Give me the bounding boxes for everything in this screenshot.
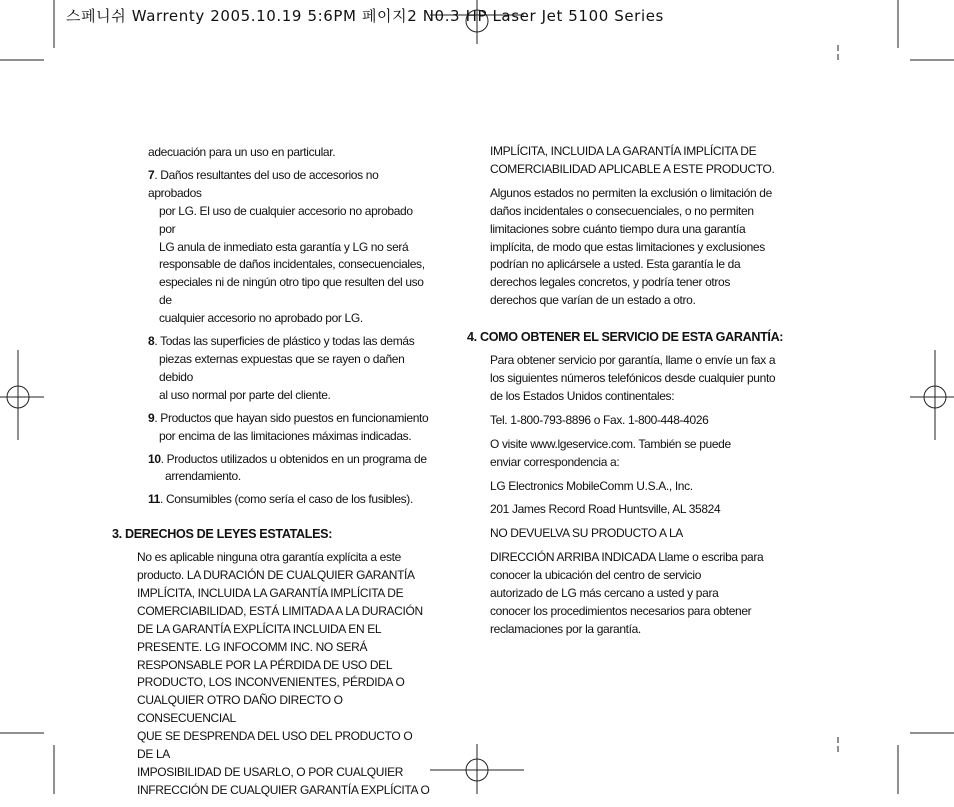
exclusion-list [112, 167, 430, 509]
continuation-line: adecuación para un uso en particular. [148, 145, 336, 159]
item-text-line: responsable de daños incidentales, consecuenciales, [159, 257, 425, 272]
phone-fax: Tel. 1-800-793-8896 o Fax. 1-800-448-4026 [490, 412, 709, 427]
service-intro [467, 352, 789, 406]
list-item [112, 333, 430, 405]
item-text-line: piezas externas expuestas que se rayen o dañen debido [159, 351, 405, 384]
item-number: 11 [148, 492, 160, 507]
item-text-line: por LG. El uso de cualquier accesorio no aprobado por [159, 203, 413, 236]
section-3-line: INFRECCIÓN DE CUALQUIER GARANTÍA EXPLÍCITA O [137, 782, 430, 797]
list-item [112, 410, 430, 446]
item-text: . Daños resultantes del uso de accesorios no aprobados [148, 167, 379, 200]
state-laws-line: derechos que varían de un estado a otro. [490, 293, 696, 308]
right-column [467, 143, 789, 645]
continued-line: IMPLÍCITA, INCLUIDA LA GARANTÍA IMPLÍCITA DE [490, 144, 757, 158]
list-item [112, 451, 430, 487]
section-3-line: producto. LA DURACIÓN DE CUALQUIER GARANTÍA [137, 568, 415, 583]
direction-line: reclamaciones por la garantía. [490, 621, 641, 636]
state-laws-line: Algunos estados no permiten la exclusión o limitación de [490, 185, 772, 200]
print-header: 스페니쉬 Warrenty 2005.10.19 5:6PM 페이지2 N0.3 HP Laser Jet 5100 Series [66, 7, 664, 25]
section-3-line: RESPONSABLE POR LA PÉRDIDA DE USO DEL [137, 657, 393, 672]
item-number: 7 [148, 167, 155, 182]
no-return-line: NO DEVUELVA SU PRODUCTO A LA [490, 526, 683, 541]
item-number: 10 [148, 451, 161, 466]
section-3-line: DE LA GARANTÍA EXPLÍCITA INCLUIDA EN EL [137, 621, 382, 636]
section-3-body [112, 549, 430, 800]
section-3-heading: 3. DERECHOS DE LEYES ESTATALES: [112, 527, 333, 542]
section-3-line: PRODUCTO, LOS INCONVENIENTES, PÉRDIDA O [137, 675, 405, 690]
item-number: 9 [148, 410, 155, 425]
direction-line: conocer la ubicación del centro de servicio [490, 568, 702, 583]
item-text-line: por encima de las limitaciones máximas indicadas. [159, 428, 412, 443]
continued-paragraph [467, 143, 789, 179]
direction-line: DIRECCIÓN ARRIBA INDICADA Llame o escriba para [490, 550, 764, 565]
section-3-line: CUALQUIER OTRO DAÑO DIRECTO O CONSECUENCIAL [137, 693, 343, 726]
list-item [112, 167, 430, 328]
state-laws-line: daños incidentales o consecuenciales, o no permiten [490, 203, 754, 218]
company-name: LG Electronics MobileComm U.S.A., Inc. [490, 478, 693, 493]
service-intro-line: de los Estados Unidos continentales: [490, 388, 675, 403]
state-laws-line: limitaciones sobre cuánto tiempo dura una garantía [490, 221, 746, 236]
section-3-line: IMPLÍCITA, INCLUIDA LA GARANTÍA IMPLÍCITA DE [137, 585, 404, 600]
item-text-line: arrendamiento. [165, 469, 241, 484]
website-line: O visite www.lgeservice.com. También se puede [490, 436, 731, 451]
section-3-line: No es aplicable ninguna otra garantía explícita a este [137, 550, 401, 565]
section-3-line: COMERCIABILIDAD, ESTÁ LIMITADA A LA DURACIÓN [137, 603, 423, 618]
section-3-line: IMPOSIBILIDAD DE USARLO, O POR CUALQUIER [137, 765, 404, 779]
company-address: 201 James Record Road Huntsville, AL 35824 [490, 502, 721, 517]
state-laws-line: implícita, de modo que estas limitaciones y exclusiones [490, 239, 765, 254]
section-4-heading: 4. COMO OBTENER EL SERVICIO DE ESTA GARANTÍA: [467, 330, 784, 345]
item-text-line: cualquier accesorio no aprobado por LG. [159, 311, 363, 326]
item-text: . Todas las superficies de plástico y todas las demás [154, 334, 415, 349]
website-line: enviar correspondencia a: [490, 454, 620, 469]
state-laws-line: podrían no aplicársele a usted. Esta garantía le da [490, 257, 741, 272]
left-column [112, 144, 430, 807]
section-3-line: QUE SE DESPRENDA DEL USO DEL PRODUCTO O DE LA [137, 729, 413, 762]
item-text: . Productos utilizados u obtenidos en un programa de [160, 451, 427, 466]
website-text [467, 436, 789, 472]
state-laws-paragraph [467, 185, 789, 310]
item-text: . Consumibles (como sería el caso de los fusibles). [160, 492, 413, 507]
direction-paragraph [467, 549, 789, 639]
continued-line: COMERCIABILIDAD APLICABLE A ESTE PRODUCTO. [490, 161, 775, 176]
state-laws-line: derechos legales concretos, y podría tener otros [490, 275, 731, 290]
item-number: 8 [148, 334, 155, 349]
service-intro-line: los siguientes números telefónicos desde cualquier punto [490, 370, 776, 385]
item-text: . Productos que hayan sido puestos en funcionamiento [154, 410, 429, 425]
list-item [112, 491, 430, 509]
section-3-line: PRESENTE. LG INFOCOMM INC. NO SERÁ [137, 639, 368, 654]
item-text-line: especiales ni de ningún otro tipo que resulten del uso de [159, 275, 424, 308]
item-text-line: al uso normal por parte del cliente. [159, 387, 331, 402]
item-text-line: LG anula de inmediato esta garantía y LG no será [159, 239, 409, 254]
service-intro-line: Para obtener servicio por garantía, llame o envíe un fax a [490, 353, 776, 368]
direction-line: conocer los procedimientos necesarios para obtener [490, 603, 752, 618]
direction-line: autorizado de LG más cercano a usted y para [490, 586, 719, 601]
